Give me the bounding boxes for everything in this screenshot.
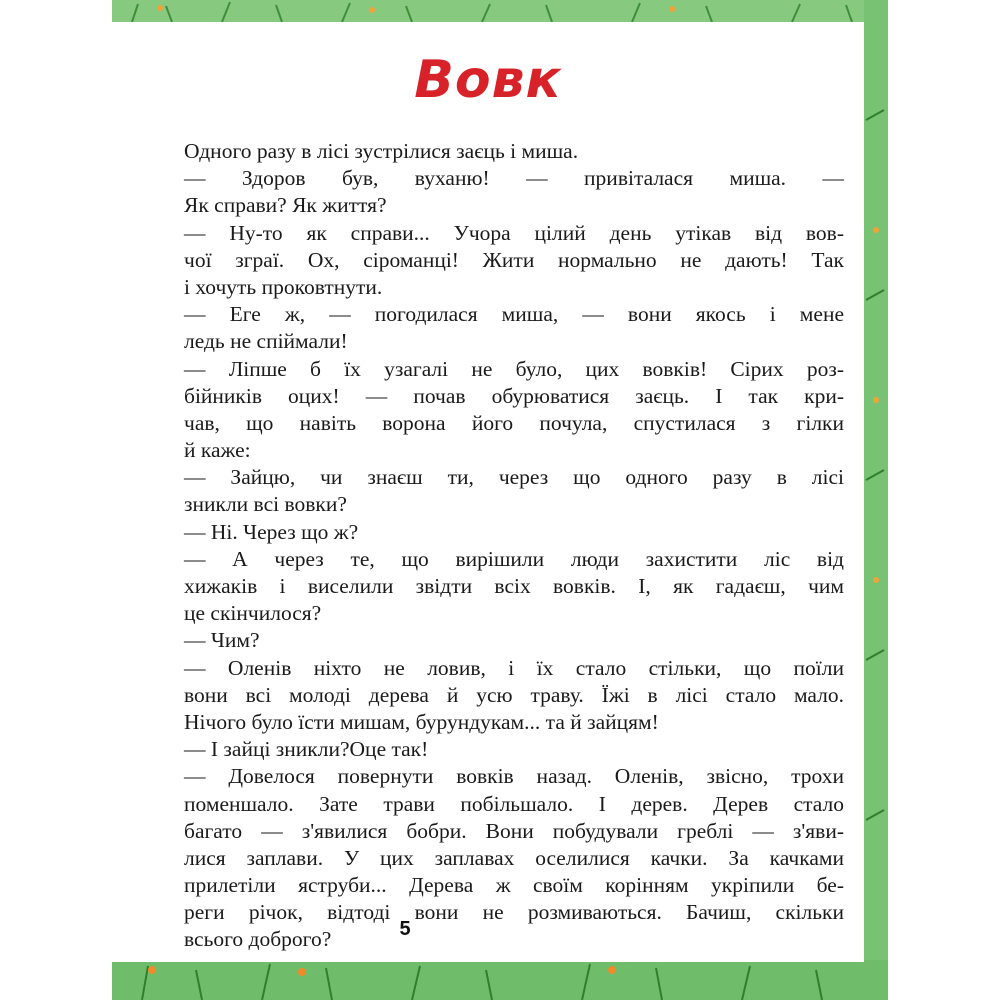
story-line: ледь не спіймали!: [184, 329, 348, 354]
story-line: — Зайцю, чи знаєш ти, через що одного разу в лісі: [184, 465, 844, 490]
page-number: 5: [399, 918, 411, 940]
story-text: [184, 138, 844, 954]
story-line: Як справи? Як життя?: [184, 193, 387, 218]
story-line: всього доброго?: [184, 927, 332, 952]
story-line: хижаків і виселили звідти всіх вовків. І, як гадаєш, чим: [184, 574, 844, 598]
story-line: вони всі молоді дерева й усю траву. Їжі в лісі стало мало.: [184, 682, 844, 707]
story-line: бійників оцих! — почав обурюватися заєць. І так кри-: [184, 383, 844, 408]
story-line: — А через те, що вирішили люди захистити ліс від: [184, 546, 844, 571]
grass-right-decoration: [864, 0, 888, 1000]
story-line: — І зайці зникли?Оце так!: [184, 737, 429, 762]
grass-bottom-decoration: [112, 960, 888, 1000]
story-line: — Еге ж, — погодилася миша, — вони якось і мене: [184, 302, 844, 327]
story-line: прилетіли яструби... Дерева ж своїм корінням укріпили бе-: [184, 873, 844, 898]
story-line: чої зграї. Ох, сіроманці! Жити нормально не дають! Так: [184, 247, 844, 272]
story-line: — Довелося повернути вовків назад. Оленів, звісно, трохи: [184, 764, 844, 789]
page-paper: [112, 22, 864, 962]
story-line: — Здоров був, вуханю! — привіталася миша. —: [184, 166, 844, 191]
story-line: багато — з'явилися бобри. Вони побудували греблі — з'яви-: [184, 818, 844, 843]
story-line: Нічого було їсти мишам, бурундукам... та й зайцям!: [184, 709, 659, 734]
story-line: це скінчилося?: [184, 601, 322, 626]
story-line: — Ну-то як справи... Учора цілий день утікав від вов-: [184, 220, 844, 245]
story-line: чав, що навіть ворона його почула, спустилася з гілки: [184, 410, 844, 435]
story-line: — Оленів ніхто не ловив, і їх стало стільки, що поїли: [184, 655, 844, 680]
story-line: реги річок, відтоді вони не розмиваються. Бачиш, скільки: [184, 900, 844, 925]
story-title: Вовк: [414, 50, 562, 110]
story-line: і хочуть проковтнути.: [184, 274, 383, 299]
story-line: лися заплави. У цих заплавах оселилися качки. За качками: [184, 845, 844, 870]
story-line: — Ні. Через що ж?: [184, 519, 359, 544]
story-line: — Ліпше б їх узагалі не було, цих вовків! Сірих роз-: [184, 356, 844, 381]
story-line: й каже:: [184, 438, 251, 463]
story-line: Одного разу в лісі зустрілися заєць і миша.: [184, 139, 579, 163]
story-line: поменшало. Зате трави побільшало. І дерев. Дерев стало: [184, 791, 844, 816]
story-line: зникли всі вовки?: [184, 492, 347, 517]
story-line: — Чим?: [184, 628, 260, 653]
grass-top-decoration: [112, 0, 888, 24]
